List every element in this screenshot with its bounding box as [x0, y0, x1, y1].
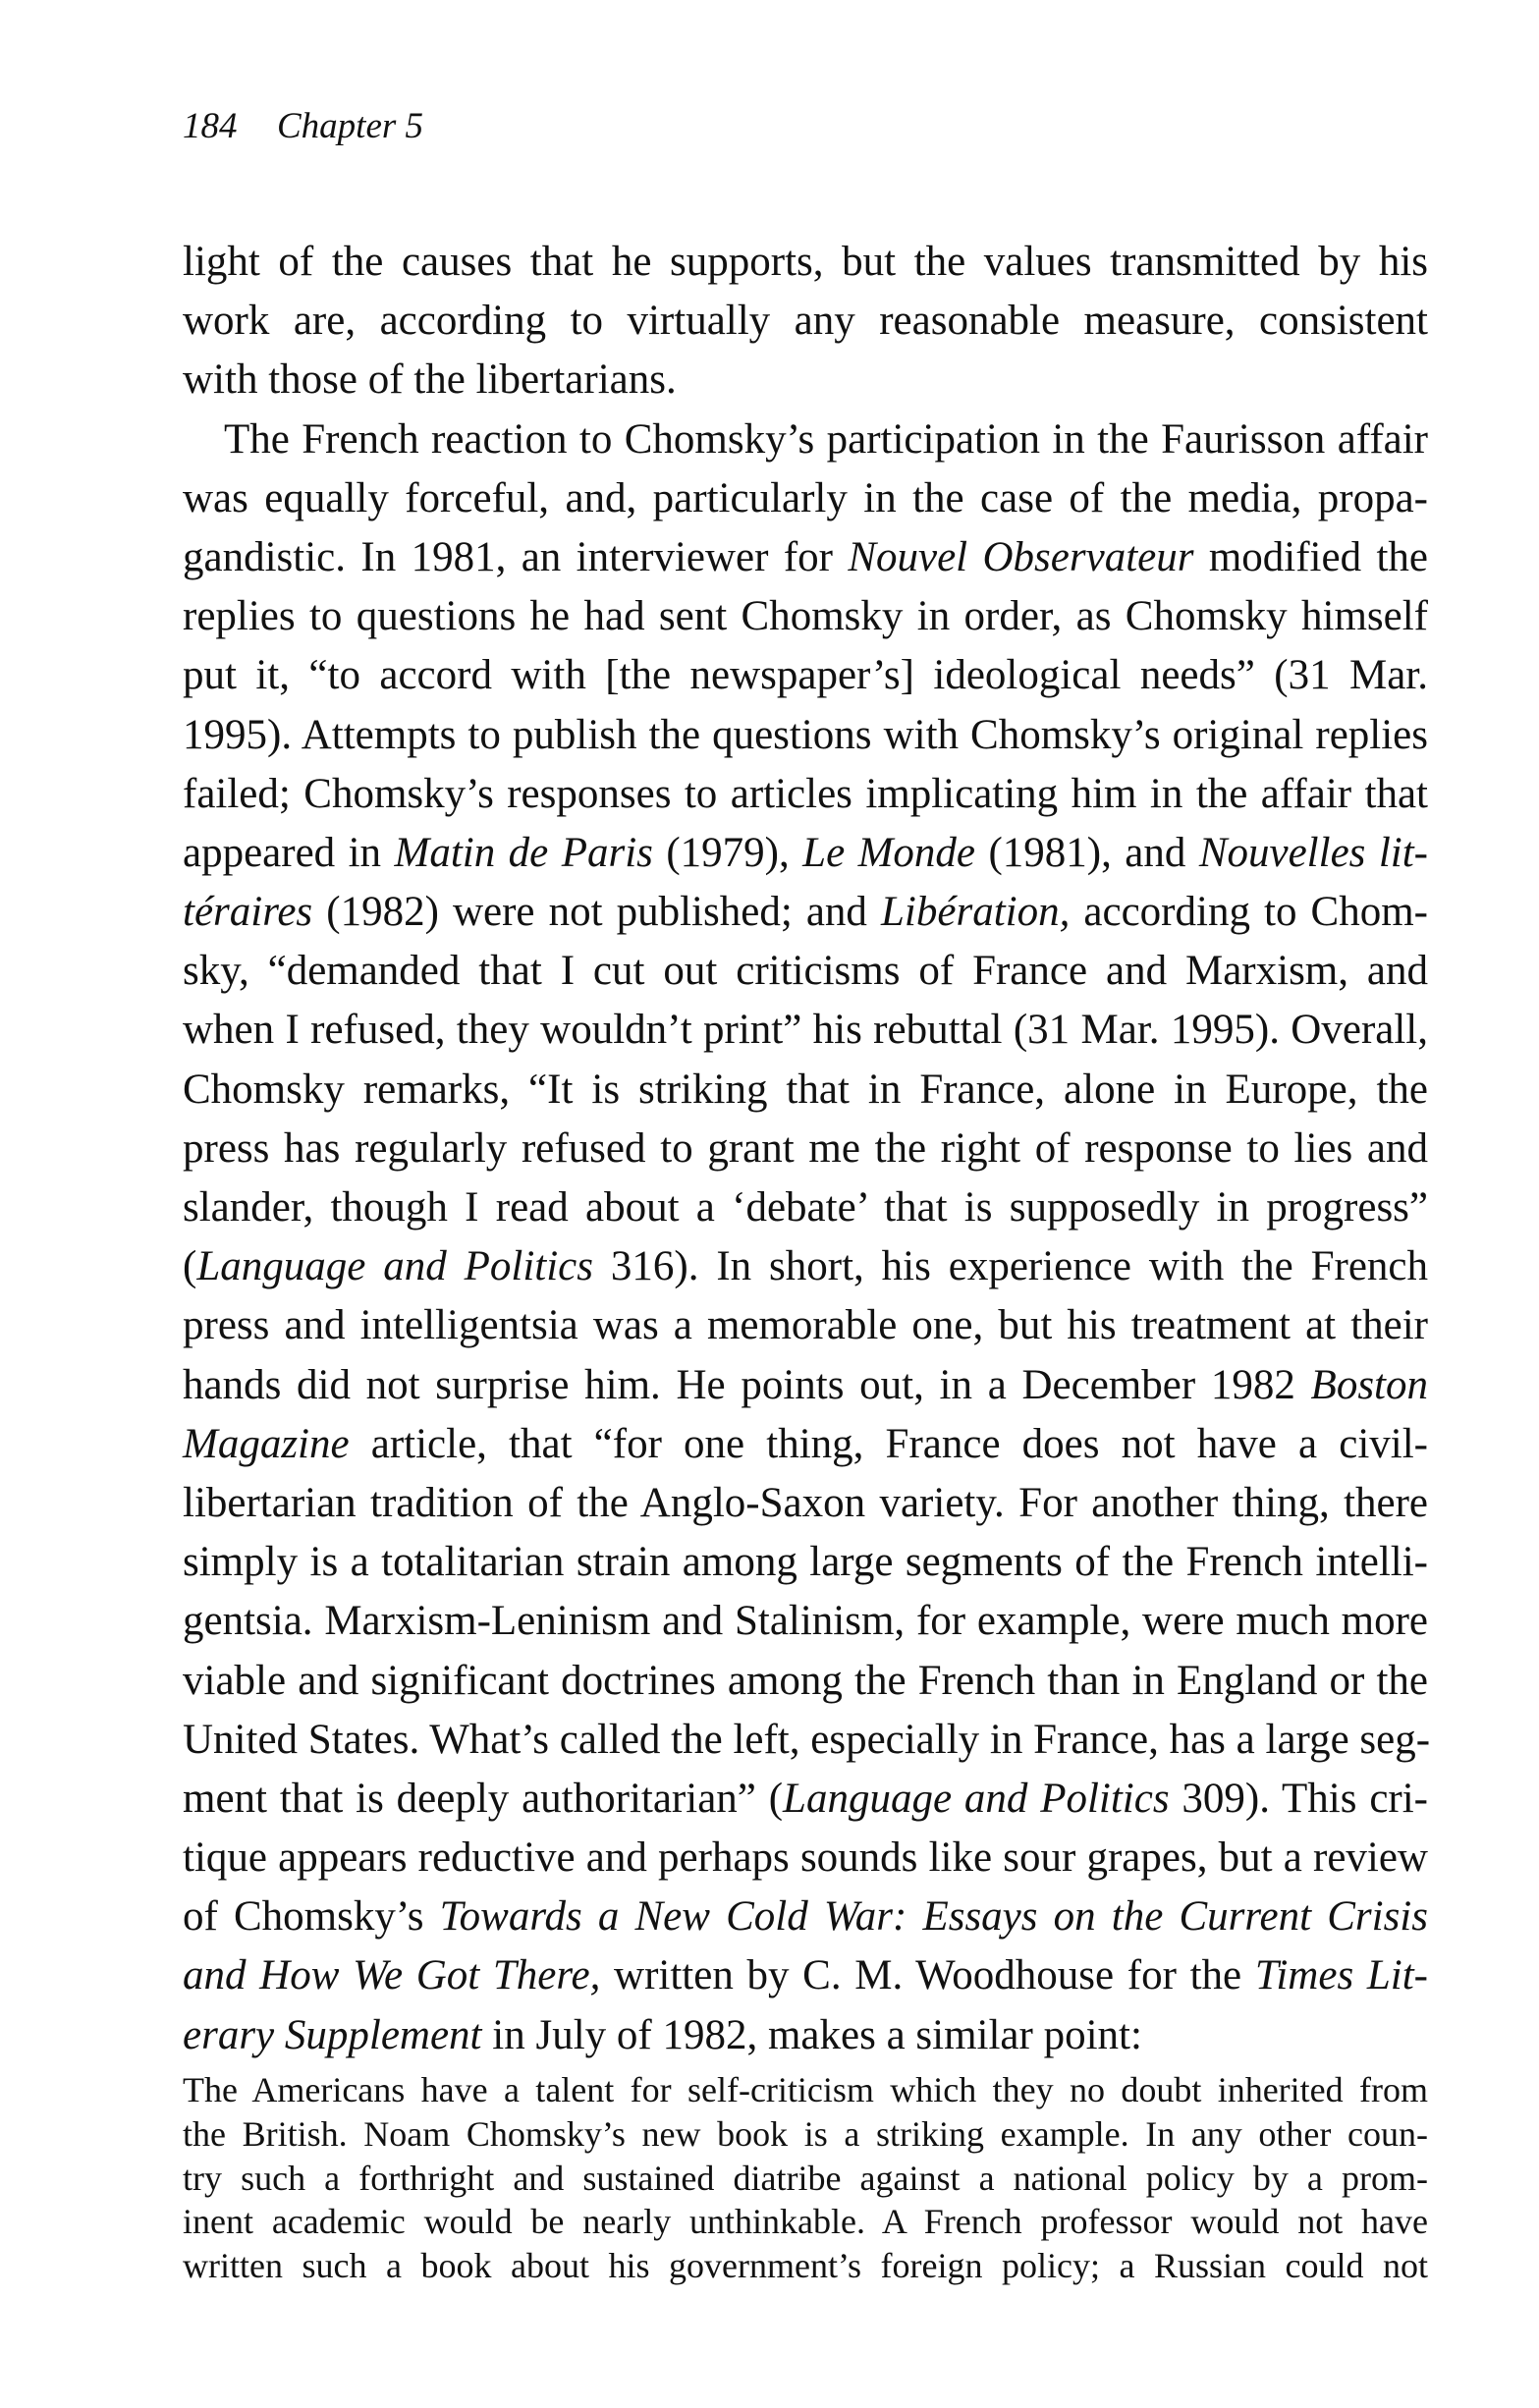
text-line: with those of the libertarians. — [183, 356, 677, 404]
italic-title: Nouvel Observateur — [848, 533, 1194, 580]
text-line: failed; Chomsky’s responses to articles implicating him in the affair that — [183, 770, 1428, 817]
italic-title: Language and Politics — [783, 1775, 1170, 1822]
text-line: tique appears reductive and perhaps sounds like sour grapes, but a review — [183, 1834, 1428, 1882]
text-line — [183, 2006, 1428, 2065]
text-line — [183, 1888, 1428, 1946]
text-segment: (1979), — [652, 829, 803, 876]
text-segment: hands did not surprise him. He points out, in a December 1982 — [183, 1361, 1311, 1408]
text-segment: gandistic. In 1981, an interviewer for — [183, 533, 849, 580]
text-line: was equally forceful, and, particularly in the case of the media, propa- — [183, 474, 1428, 521]
text-line: simply is a totalitarian strain among large segments of the French intelli- — [183, 1539, 1428, 1586]
text-line: written such a book about his government’s foreign policy; a Russian could not — [183, 2246, 1428, 2286]
italic-title: Le Monde — [802, 829, 976, 876]
text-line — [183, 1946, 1428, 2005]
text-line: work are, according to virtually any reasonable measure, consistent — [183, 298, 1428, 345]
text-segment: appeared in — [183, 829, 395, 876]
text-line: The French reaction to Chomsky’s participation in the Faurisson affair — [224, 415, 1428, 463]
italic-title: Libération, — [881, 889, 1071, 936]
text-line: viable and significant doctrines among the French than in England or the — [183, 1657, 1428, 1704]
text-line — [183, 528, 1428, 587]
text-line: press has regularly refused to grant me the right of response to lies and — [183, 1124, 1428, 1172]
text-line: inent academic would be nearly unthinkable. A French professor would not have — [183, 2202, 1428, 2242]
text-line — [183, 1237, 1428, 1296]
italic-title: Towards a New Cold War: Essays on the Current Crisis — [439, 1893, 1428, 1941]
text-segment: written by C. M. Woodhouse for the — [600, 1952, 1255, 1999]
text-line: press and intelligentsia was a memorable one, but his treatment at their — [183, 1302, 1428, 1349]
text-line: the British. Noam Chomsky’s new book is a striking example. In any other coun- — [183, 2113, 1428, 2154]
text-segment: article, that “for one thing, France does not have a civil- — [349, 1420, 1428, 1467]
text-line — [183, 1770, 1428, 1829]
text-line — [183, 1356, 1428, 1415]
italic-title: Language and Politics — [196, 1243, 593, 1290]
text-line: light of the causes that he supports, but the values transmitted by his — [183, 239, 1428, 285]
text-segment: ment that is deeply authoritarian” ( — [183, 1775, 784, 1822]
text-segment: in July of 1982, makes a similar point: — [481, 2011, 1142, 2058]
italic-title: Nouvelles lit- — [1198, 829, 1428, 876]
italic-title: erary Supplement — [183, 2011, 482, 2058]
text-line: slander, though I read about a ‘debate’ that is supposedly in progress” — [183, 1184, 1428, 1231]
text-line — [183, 883, 1428, 942]
text-line: The Americans have a talent for self-criticism which they no doubt inherited from — [183, 2070, 1428, 2109]
italic-title: Magazine — [183, 1420, 350, 1467]
text-line: replies to questions he had sent Chomsky in order, as Chomsky himself — [183, 593, 1428, 640]
text-segment: ( — [183, 1243, 197, 1290]
chapter-title: Chapter 5 — [277, 106, 424, 146]
text-line: United States. What’s called the left, especially in France, has a large seg- — [183, 1716, 1431, 1763]
italic-title: Boston — [1310, 1361, 1428, 1408]
italic-title: and How We Got There, — [183, 1952, 601, 1999]
text-segment: modified the — [1193, 533, 1428, 580]
text-segment: according to Chom- — [1070, 889, 1428, 936]
text-line: gentsia. Marxism-Leninism and Stalinism, for example, were much more — [183, 1598, 1428, 1645]
text-line: libertarian tradition of the Anglo-Saxon variety. For another thing, there — [183, 1479, 1428, 1526]
text-line: 1995). Attempts to publish the questions with Chomsky’s original replies — [183, 711, 1428, 758]
page-number: 184 — [183, 106, 238, 146]
text-segment: (1982) were not published; and — [312, 889, 882, 936]
italic-title: téraires — [183, 889, 313, 936]
running-head — [183, 108, 423, 144]
text-line: put it, “to accord with [the newspaper’s] ideological needs” (31 Mar. — [183, 652, 1428, 699]
italic-title: Times Lit- — [1254, 1952, 1428, 1999]
body-paragraphs — [183, 233, 1431, 2065]
text-line: sky, “demanded that I cut out criticisms of France and Marxism, and — [183, 948, 1428, 995]
text-line — [183, 824, 1428, 883]
text-segment: 316). In short, his experience with the French — [592, 1243, 1428, 1290]
text-line: try such a forthright and sustained diatribe against a national policy by a prom- — [183, 2158, 1428, 2198]
italic-title: Matin de Paris — [394, 829, 653, 876]
text-segment: (1981), and — [975, 829, 1199, 876]
text-line — [183, 1415, 1428, 1474]
text-segment: of Chomsky’s — [183, 1893, 440, 1941]
text-line: when I refused, they wouldn’t print” his rebuttal (31 Mar. 1995). Overall, — [183, 1007, 1428, 1054]
block-quote — [183, 2068, 1428, 2288]
text-segment: 309). This cri- — [1169, 1775, 1428, 1822]
text-line: Chomsky remarks, “It is striking that in France, alone in Europe, the — [183, 1066, 1428, 1113]
